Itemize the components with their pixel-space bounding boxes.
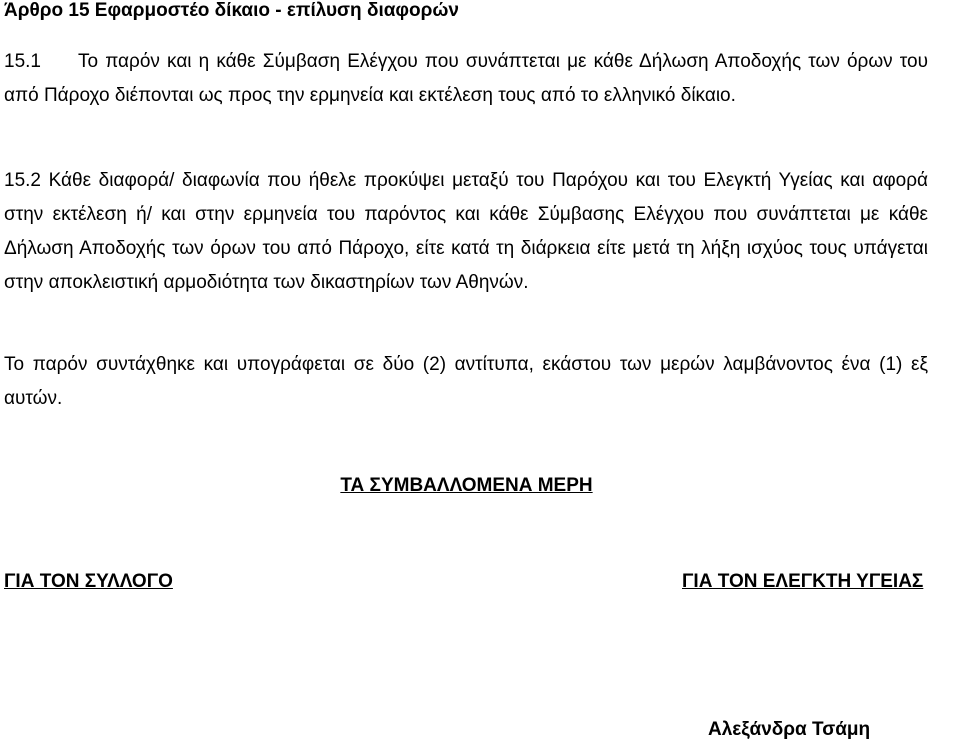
- clause-15-2: [4, 164, 928, 300]
- clause-15-1: [4, 45, 928, 113]
- contracting-parties-heading: ΤΑ ΣΥΜΒΑΛΛΟΜΕΝΑ ΜΕΡΗ: [340, 475, 593, 496]
- clause-text: Το παρόν και η κάθε Σύμβαση Ελέγχου που συνάπτεται με κάθε Δήλωση Αποδοχής των όρων του από Πάροχο διέπονται ως προς την ερμηνεία και εκτέλεση τους από το ελληνικό δίκαιο.: [4, 51, 928, 106]
- signer-name: Αλεξάνδρα Τσάμη: [708, 719, 871, 740]
- clause-number: 15.1: [4, 51, 41, 72]
- signature-label-health-auditor: ΓΙΑ ΤΟΝ ΕΛΕΓΚΤΗ ΥΓΕΙΑΣ: [682, 571, 924, 592]
- clause-number: 15.2: [4, 170, 41, 191]
- clause-text: Κάθε διαφορά/ διαφωνία που ήθελε προκύψει μεταξύ του Παρόχου και του Ελεγκτή Υγείας και αφορά στην εκτέλεση ή/ και στην ερμηνεία του παρόντος και κάθε Σύμβασης Ελέγχου που συνάπτεται με κάθε Δήλωση Αποδοχής των όρων του από Πάροχο, είτε κατά τη διάρκεια είτε μετά τη λήξη ισχύος τους υπάγεται στην αποκλειστική αρμοδιότητα των δικαστηρίων των Αθηνών.: [4, 170, 929, 293]
- closing-paragraph: Το παρόν συντάχθηκε και υπογράφεται σε δύο (2) αντίτυπα, εκάστου των μερών λαμβάνοντος ένα (1) εξ αυτών.: [4, 354, 928, 409]
- signature-label-association: ΓΙΑ ΤΟΝ ΣΥΛΛΟΓΟ: [4, 571, 173, 592]
- article-title: Άρθρο 15 Εφαρμοστέο δίκαιο - επίλυση διαφορών: [4, 0, 459, 21]
